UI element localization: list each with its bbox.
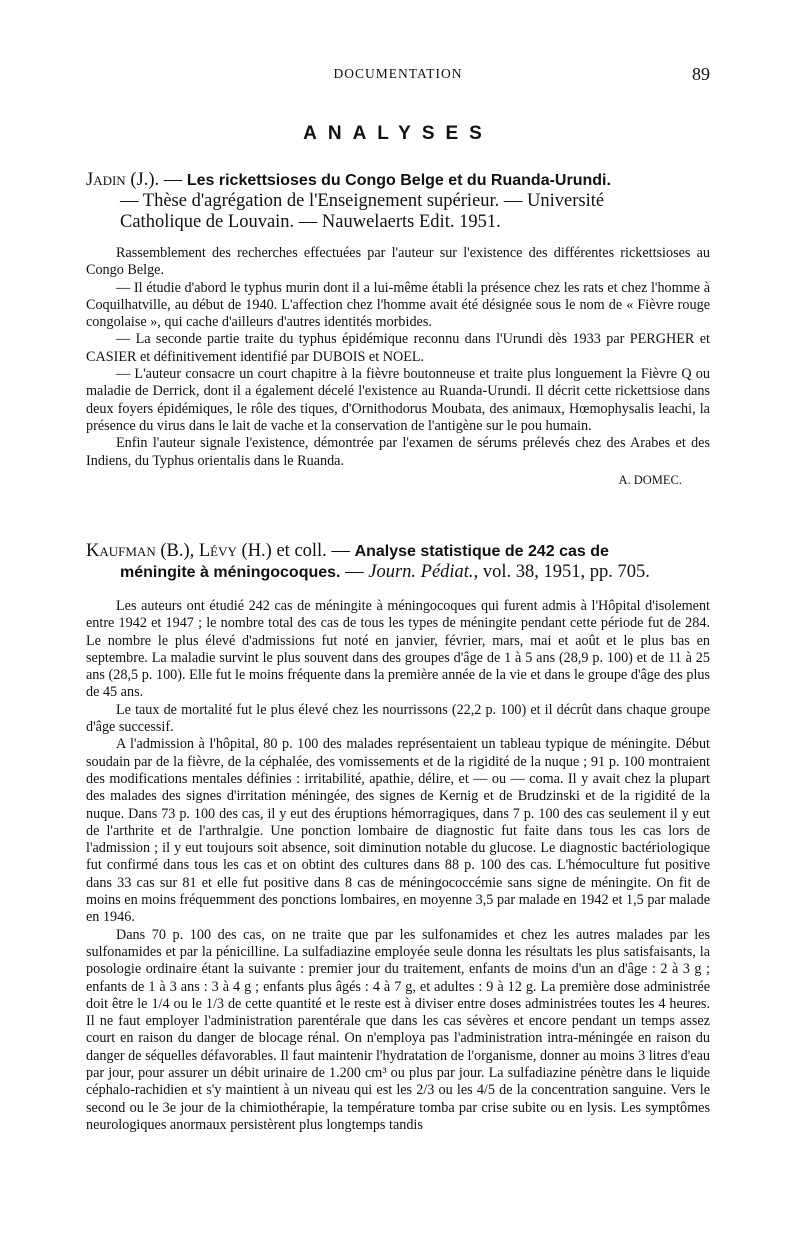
review2-title-part1: Analyse statistique de 242 cas de [354,543,609,560]
review1-title: Les rickettsioses du Congo Belge et du Ruanda-Urundi. [186,172,611,189]
review2-paragraph: A l'admission à l'hôpital, 80 p. 100 des malades représentaient un tableau typique de méningite. Début soudain par de la fièvre, de la céphalée, des vomissements et de la rigidité de la nuque ; 91 p. 100 montraient des modifications mentales définies : irritabilité, apathie, délire, et — ou — coma. Il y avait chez la plupart des malades des signes d'irritation méningée, des signes de Kernig et de Brudzinski et de la rigidité de la nuque. Dans 73 p. 100 des cas, il y eut des éruptions hémorragiques, dans 7 p. 100 des cas seulement il y eut de l'arthrite et de l'arthralgie. Une ponction lombaire de diagnostic fut faite dans tous les cas lors de l'admission ; il y eut toujours soit absence, soit diminution notable du glucose. Le diagnostic bactériologique fut confirmé dans tous les cas et on obtint des cultures dans 88 p. 100 des cas. L'hémoculture fut positive dans 33 cas sur 81 et elle fut positive dans 8 cas de méningococcémie sans signe de méningite. On fit de moins en moins fréquemment des ponctions lombaires, en moyenne 3,5 par malade en 1942 et 1,5 par malade en 1946. [86,736,710,926]
review1-paragraph: — L'auteur consacre un court chapitre à la fièvre boutonneuse et traite plus longuement la Fièvre Q ou maladie de Derrick, dont il a également décelé l'existence au Ruanda-Urundi. Il décrit cette rickettsiose dans deux foyers épidémiques, le rôle des tiques, d'Ornithodorus Moubata, des animaux, Hœmophysalis leachi, la présence du virus dans le lait de vache et la conservation de l'antigène sur le pou humain. [86,366,710,434]
page-number: 89 [692,64,710,84]
review1-ref-line2: — Thèse d'agrégation de l'Enseignement supérieur. — Université [120,191,605,211]
review1-paragraph: — Il étudie d'abord le typhus murin dont il a lui-même établi la présence chez les rats et chez l'homme à Coquilhatville, au début de 1940. L'affection chez l'homme avait été désignée sous le nom de « Fièvre rouge congolaise », qui cache d'ailleurs d'autres identités morbides. [86,279,710,331]
review2-paragraph: Le taux de mortalité fut le plus élevé chez les nourrissons (22,2 p. 100) et il décrût dans chaque groupe d'âge successif. [86,701,710,736]
review2-separator: — [331,541,350,561]
review1-signature: A. DOMEC. [618,472,682,487]
review1-author: Jadin [86,170,126,190]
review2-reference [86,541,710,583]
review2-author2: Lévy [198,541,237,561]
review2-source-details: , vol. 38, 1951, pp. 705. [473,562,650,582]
review2-title-part2: méningite à méningocoques. [120,564,341,581]
review1-reference [86,170,710,233]
review2-source-separator: — [345,562,364,582]
review1-paragraph: Rassemblement des recherches effectuées par l'auteur sur l'existence des différentes rickettsioses au Congo Belge. [86,245,710,279]
review1-paragraph: Enfin l'auteur signale l'existence, démontrée par l'examen de sérums prélevés chez des Arabes et des Indiens, du Typhus orientalis dans le Ruanda. [86,435,710,469]
review1-separator: — [163,170,183,190]
section-title: ANALYSES [303,123,493,144]
review2-author1-initial: (B.), [160,541,195,561]
review2-paragraph: Les auteurs ont étudié 242 cas de méningite à méningocoques qui furent admis à l'Hôpital d'isolement entre 1942 et 1947 ; le nombre total des cas de tous les types de méningite pendant cette période fut de 284. Le nombre le plus élevé d'admissions fut noté en janvier, février, mars, mai et août et le plus bas en septembre. La maladie survint le plus souvent dans des groupes d'âge de 1 à 5 ans (28,9 p. 100) et de 11 à 25 ans (28,5 p. 100). Elle fut le moins fréquente dans la première année de la vie et dans le groupe d'âge des plus de 45 ans. [86,598,710,701]
running-header [86,64,710,88]
review2-body [86,598,710,1134]
review1-author-initial: (J.). [130,170,160,190]
review2-author2-initial: (H.) et coll. [241,541,327,561]
review1-ref-line3: Catholique de Louvain. — Nauwelaerts Edit. 1951. [120,212,501,232]
review1-body [86,245,710,489]
review2-paragraph: Dans 70 p. 100 des cas, on ne traite que par les sulfonamides et chez les autres malades par les sulfonamides et par la pénicilline. La sulfadiazine employée seule donna les résultats les plus satisfaisants, la posologie ordinaire étant la suivante : premier jour du traitement, enfants de moins d'un an d'âge : 2 à 3 g ; enfants de 1 à 3 ans : 3 à 4 g ; enfants plus âgés : 4 à 7 g, et adultes : 9 à 12 g. La première dose administrée doit être le 1/4 ou le 1/3 de cette quantité et le reste est à diviser entre doses administrées toutes les 4 heures. Il ne faut employer l'administration parentérale que dans les cas sévères et encore pendant un temps assez court en raison du danger de blocage rénal. On n'employa pas l'administration intra-méningée en raison du danger de séquelles défavorables. Il faut maintenir l'hydratation de l'organisme, donner au moins 3 litres d'eau par jour, pour assurer un débit urinaire de 1.200 cm³ ou plus par jour. La sulfadiazine pénètre dans le liquide céphalo-rachidien et s'y maintient à un niveau qui est les 2/3 ou les 4/5 de la concentration sanguine. Vers le second ou le 3e jour de la chimiothérapie, la température tomba par crise subite ou en lysis. Les symptômes neurologiques anormaux persistèrent plus longtemps tandis [86,926,710,1133]
review2-journal: Journ. Pédiat. [368,562,474,582]
running-title: DOCUMENTATION [333,66,463,81]
review1-paragraph: — La seconde partie traite du typhus épidémique reconnu dans l'Urundi dès 1933 par PERGHER et CASIER et définitivement identifié par DUBOIS et NOEL. [86,331,710,365]
review2-author1: Kaufman [86,541,156,561]
